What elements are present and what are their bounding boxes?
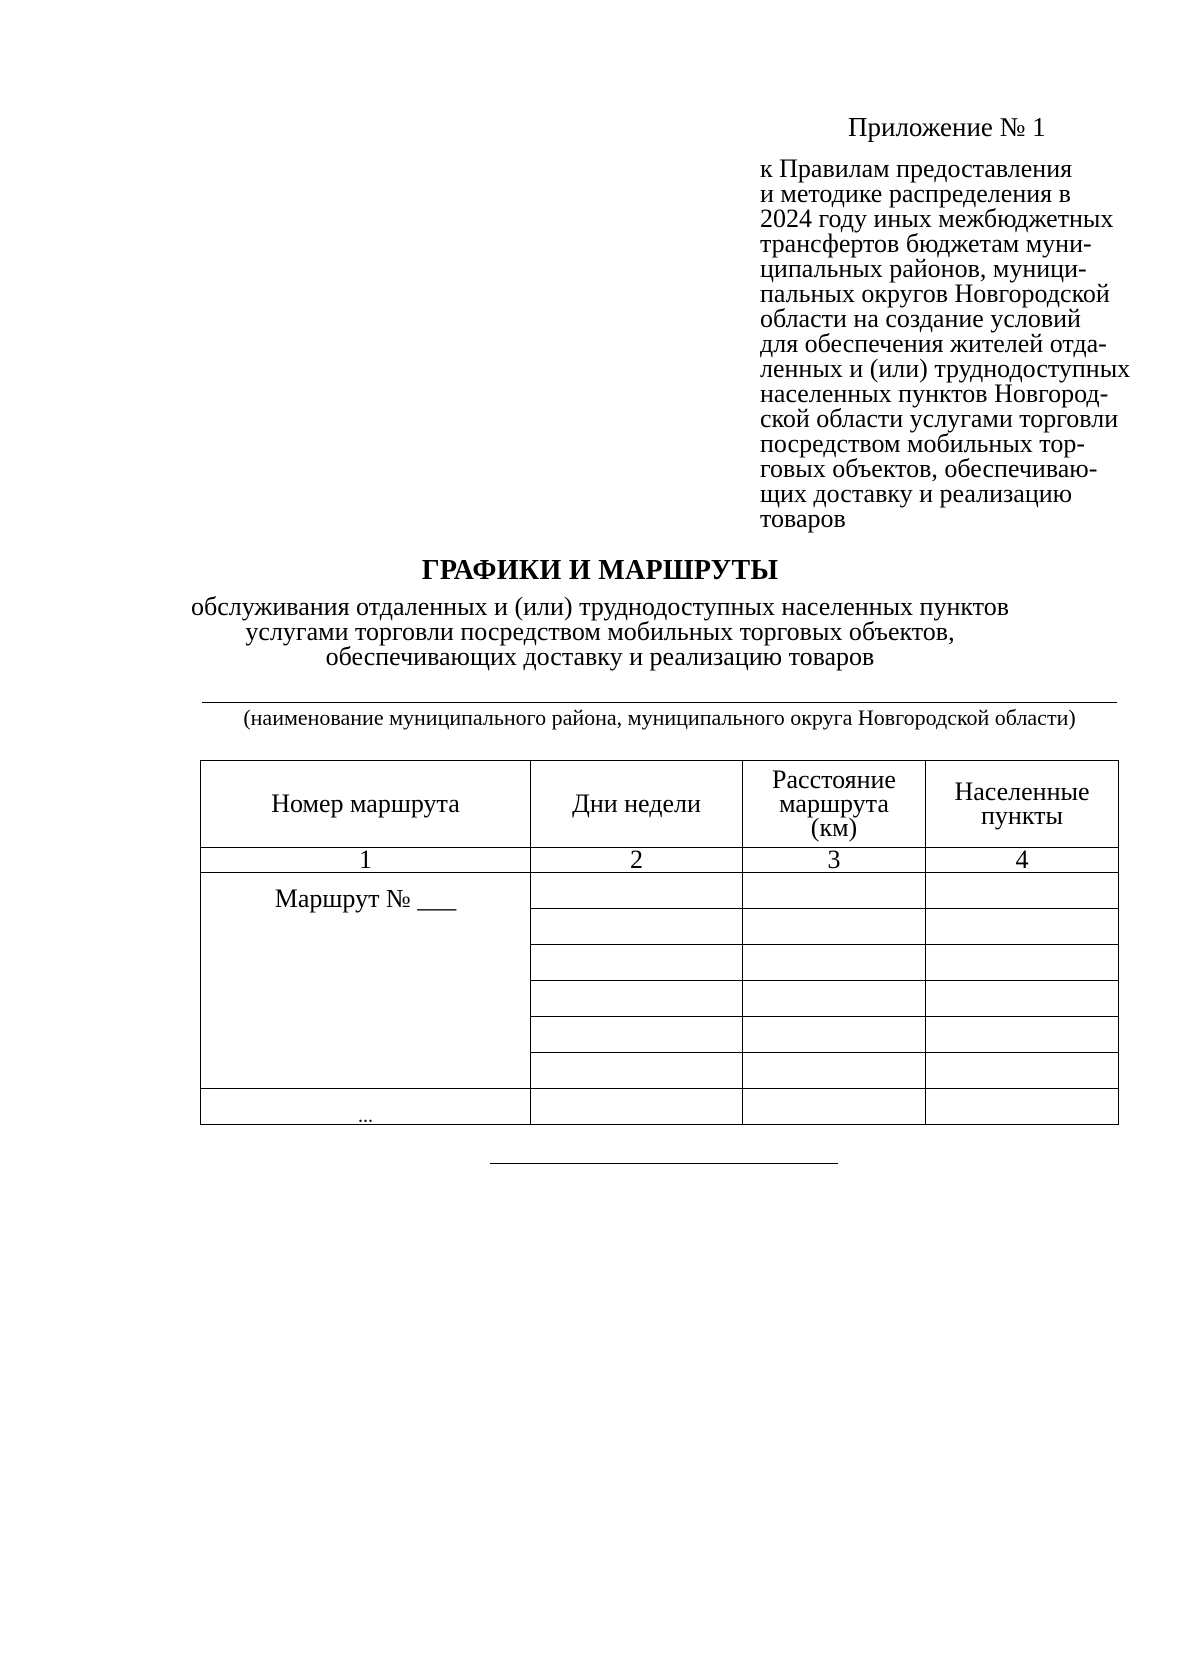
header-route-distance: Расстояние маршрута (км) <box>743 761 926 848</box>
table-cell <box>531 873 743 909</box>
appendix-line: пальных округов Новгородской <box>760 279 1110 308</box>
table-cell <box>531 1089 743 1125</box>
appendix-title: Приложение № 1 <box>848 112 1046 142</box>
table-cell <box>531 1017 743 1053</box>
table-cell <box>743 1089 926 1125</box>
appendix-line: населенных пунктов Новгород- <box>760 379 1109 408</box>
document-title: ГРАФИКИ И МАРШРУТЫ <box>421 555 779 586</box>
appendix-line: и методике распределения в <box>760 179 1071 208</box>
column-numbers-row <box>201 848 1119 873</box>
table-cell <box>531 945 743 981</box>
appendix-line: товаров <box>760 504 846 533</box>
table-row <box>201 1089 1119 1125</box>
appendix-line: ципальных районов, муници- <box>760 254 1087 283</box>
appendix-line: к Правилам предоставления <box>760 154 1073 183</box>
subtitle-line: обслуживания отдаленных и (или) труднодоступных населенных пунктов <box>191 592 1009 621</box>
appendix-line: щих доставку и реализацию <box>760 479 1073 508</box>
table-cell <box>531 981 743 1017</box>
appendix-line: 2024 году иных межбюджетных <box>760 204 1114 233</box>
appendix-line: говых объектов, обеспечиваю- <box>760 454 1098 483</box>
table-cell <box>926 909 1119 945</box>
column-number: 3 <box>743 848 926 873</box>
table-cell <box>743 1017 926 1053</box>
document-subtitle <box>0 594 1200 669</box>
appendix-line: ленных и (или) труднодоступных <box>760 354 1131 383</box>
table-cell <box>926 1017 1119 1053</box>
table-header-row <box>201 761 1119 848</box>
header-route-number: Номер маршрута <box>201 761 531 848</box>
appendix-description <box>760 156 1160 531</box>
header-weekdays: Дни недели <box>531 761 743 848</box>
column-number: 2 <box>531 848 743 873</box>
table-cell <box>743 909 926 945</box>
table-cell <box>926 981 1119 1017</box>
table-cell <box>926 873 1119 909</box>
header-settlements: Населенные пункты <box>926 761 1119 848</box>
appendix-line: трансфертов бюджетам муни- <box>760 229 1092 258</box>
document-end-line <box>490 1163 838 1164</box>
appendix-line: ской области услугами торговли <box>760 404 1119 433</box>
route-number-cell: Маршрут № ___ <box>201 873 531 1089</box>
column-number: 4 <box>926 848 1119 873</box>
ellipsis-cell: ... <box>201 1089 531 1125</box>
column-number: 1 <box>201 848 531 873</box>
appendix-line: области на создание условий <box>760 304 1081 333</box>
table-cell <box>743 981 926 1017</box>
table-cell <box>743 873 926 909</box>
appendix-line: для обеспечения жителей отда- <box>760 329 1107 358</box>
municipality-name-caption: (наименование муниципального района, муниципального округа Новгородской области) <box>243 705 1076 730</box>
table-cell <box>531 1053 743 1089</box>
table-cell <box>926 1053 1119 1089</box>
table-cell <box>531 909 743 945</box>
table-cell <box>743 1053 926 1089</box>
table-cell <box>743 945 926 981</box>
table-row <box>201 873 1119 909</box>
subtitle-line: услугами торговли посредством мобильных торговых объектов, <box>245 617 955 646</box>
subtitle-line: обеспечивающих доставку и реализацию товаров <box>325 642 875 671</box>
appendix-line: посредством мобильных тор- <box>760 429 1085 458</box>
municipality-name-line <box>202 702 1117 703</box>
routes-table <box>200 760 1119 1125</box>
table-cell <box>926 1089 1119 1125</box>
table-cell <box>926 945 1119 981</box>
